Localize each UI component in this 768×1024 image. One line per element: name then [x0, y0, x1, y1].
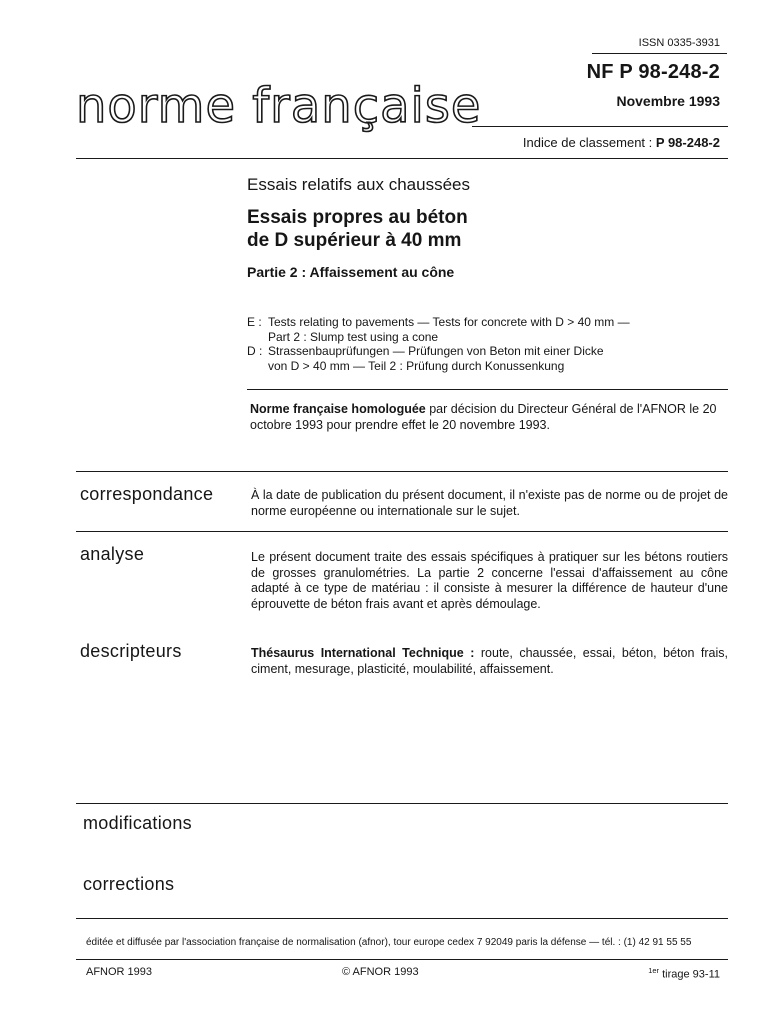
- series-title: Essais relatifs aux chaussées: [247, 175, 470, 194]
- indice-label: Indice de classement :: [522, 135, 653, 150]
- header-top-rule: [592, 53, 727, 54]
- print-run-ordinal: 1er: [648, 966, 660, 975]
- homologation-text: par décision du Directeur Général de l'AFNOR le 20 octobre 1993 pour prendre effet le 20 novembre 1993.: [250, 402, 717, 432]
- english-translation: [247, 315, 727, 345]
- footer-copyright-center: © AFNOR 1993: [342, 966, 419, 978]
- norme-francaise-logo: norme française: [76, 78, 482, 134]
- publisher-line: éditée et diffusée par l'association française de normalisation (afnor), tour europe cedex 7 92049 paris la défense — tél. : (1) 42 91 55 55: [86, 937, 692, 948]
- header-bottom-rule: [76, 158, 728, 159]
- publication-date: Novembre 1993: [616, 93, 720, 109]
- homologation-rule: [247, 389, 728, 390]
- footer-copyright-left: AFNOR 1993: [86, 966, 153, 978]
- main-title-line-1: Essais propres au béton: [247, 207, 468, 228]
- descripteurs-keywords: route, chaussée, essai, béton, béton frais, ciment, mesurage, plasticité, moulabilité, affaissement.: [251, 646, 728, 676]
- homologation-bold: Norme française homologuée: [250, 402, 426, 416]
- german-line-1: Strassenbauprüfungen — Prüfungen von Beton mit einer Dicke: [268, 344, 604, 358]
- correspondance-label: correspondance: [80, 484, 214, 504]
- german-tag: D :: [247, 344, 263, 358]
- descripteurs-label: descripteurs: [80, 641, 182, 661]
- main-title: [247, 206, 468, 252]
- homologation-notice: [250, 401, 730, 433]
- descripteurs-thesaurus: Thésaurus International Technique :: [251, 646, 475, 660]
- german-translation: [247, 344, 727, 374]
- sections-top-rule: [76, 471, 728, 472]
- standard-reference: NF P 98-248-2: [586, 61, 720, 83]
- modifications-rule: [76, 803, 728, 804]
- footer-print-run: [648, 966, 720, 981]
- issn-number: ISSN 0335-3931: [638, 37, 720, 49]
- part-title: Partie 2 : Affaissement au cône: [247, 264, 455, 280]
- print-run-text: tirage 93-11: [662, 968, 720, 981]
- footer-top-rule: [76, 918, 728, 919]
- main-title-line-2: de D supérieur à 40 mm: [247, 230, 462, 251]
- indice-value: P 98-248-2: [655, 135, 720, 150]
- classification-index: [523, 135, 720, 150]
- corrections-label: corrections: [83, 874, 175, 894]
- footer-bottom-rule: [76, 959, 728, 960]
- english-line-2: Part 2 : Slump test using a cone: [268, 330, 439, 344]
- descripteurs-text: [251, 646, 728, 677]
- correspondance-rule: [76, 531, 728, 532]
- analyse-text: Le présent document traite des essais spécifiques à pratiquer sur les bétons routiers de grosses granulométries. La partie 2 concerne l'essai d'affaissement au cône adapté à ce type de matériau : il consiste à mesurer la différence de hauteur d'une éprouvette de béton frais avant et après démoulage.: [251, 550, 728, 611]
- modifications-label: modifications: [83, 813, 192, 833]
- english-line-1: Tests relating to pavements — Tests for concrete with D > 40 mm —: [268, 315, 630, 329]
- english-tag: E :: [247, 315, 262, 329]
- analyse-label: analyse: [80, 544, 145, 564]
- correspondance-text: À la date de publication du présent document, il n'existe pas de norme ou de projet de norme européenne ou internationale sur le sujet.: [251, 488, 728, 518]
- german-line-2: von D > 40 mm — Teil 2 : Prüfung durch Konussenkung: [268, 359, 565, 373]
- header-mid-rule: [472, 126, 728, 127]
